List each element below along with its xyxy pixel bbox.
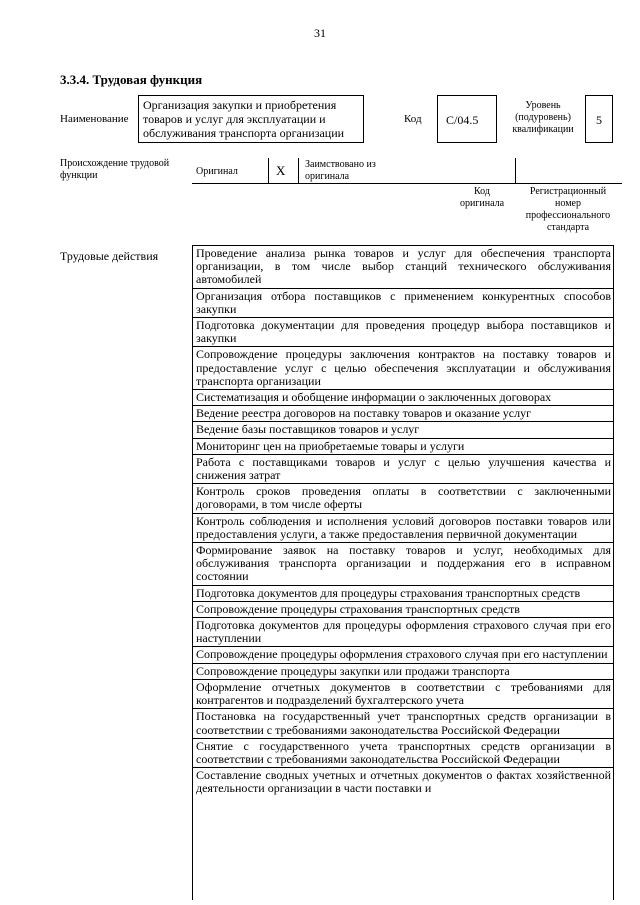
list-item: Подготовка документов для процедуры страхования транспортных средств [192, 586, 613, 602]
list-item: Контроль соблюдения и исполнения условий договоров поставки товаров или предоставления услуги, а также предоставления первичной документации [192, 514, 613, 543]
reg-number-label: Регистрационный номер профессионального стандарта [525, 186, 611, 233]
list-item: Сопровождение процедуры оформления страхового случая при его наступлении [192, 647, 613, 663]
list-item: Организация отбора поставщиков с применением конкурентных способов закупки [192, 289, 613, 318]
list-item: Постановка на государственный учет транспортных средств организации в соответствии с требованиями законодательства Российской Федерации [192, 709, 613, 738]
labor-actions-label: Трудовые действия [60, 249, 159, 263]
origin-divider-3 [515, 158, 516, 184]
code-box [437, 95, 497, 143]
labor-actions-list [192, 245, 613, 797]
list-item: Сопровождение процедуры страхования транспортных средств [192, 602, 613, 618]
list-item: Систематизация и обобщение информации о заключенных договорах [192, 390, 613, 406]
list-item: Сопровождение процедуры закупки или продажи транспорта [192, 664, 613, 680]
list-item: Мониторинг цен на приобретаемые товары и услуги [192, 439, 613, 455]
list-item: Ведение реестра договоров на поставку товаров и оказание услуг [192, 406, 613, 422]
list-item: Составление сводных учетных и отчетных документов о фактах хозяйственной деятельности организации в части поставки и [196, 768, 611, 796]
level-value: 5 [596, 113, 602, 127]
origin-divider-1 [268, 158, 269, 184]
list-item: Проведение анализа рынка товаров и услуг для обеспечения транспорта организации, в том числе выбор станций технического обслуживания автомобилей [192, 245, 613, 289]
function-name: Организация закупки и приобретения товаров и услуг для эксплуатации и обслуживания транспорта организации [143, 98, 345, 140]
borrowed-label: Заимствовано из оригинала [305, 159, 376, 182]
origin-underline [192, 183, 622, 184]
section-title: 3.3.4. Трудовая функция [60, 72, 203, 87]
list-item: Ведение базы поставщиков товаров и услуг [192, 422, 613, 438]
page-number: 31 [314, 26, 326, 40]
code-value: C/04.5 [446, 113, 479, 127]
list-item: Работа с поставщиками товаров и услуг с целью улучшения качества и снижения затрат [192, 455, 613, 484]
code-original-label: Код оригинала [459, 186, 505, 209]
level-label: Уровень (подуровень) квалификации [512, 100, 574, 135]
original-mark: X [276, 163, 286, 178]
list-item: Подготовка документов для процедуры оформления страхового случая при его наступлении [192, 618, 613, 647]
list-item: Сопровождение процедуры заключения контрактов на поставку товаров и предоставление услуг с целью обеспечения эксплуатации и обслуживания транспорта организации [192, 347, 613, 390]
function-name-box [138, 95, 364, 143]
list-item: Подготовка документации для проведения процедур выбора поставщиков и закупки [192, 318, 613, 347]
level-box [585, 95, 613, 143]
origin-divider-2 [298, 158, 299, 184]
list-item: Снятие с государственного учета транспортных средств организации в соответствии с требованиями законодательства Российской Федерации [192, 739, 613, 768]
origin-label: Происхождение трудовой функции [60, 158, 170, 181]
code-label: Код [404, 113, 422, 125]
list-item: Контроль сроков проведения оплаты в соответствии с заключенными договорами, в том числе оферты [192, 484, 613, 513]
list-item: Оформление отчетных документов в соответствии с требованиями для контрагентов и подразделений бухгалтерского учета [192, 680, 613, 709]
list-item: Формирование заявок на поставку товаров и услуг, необходимых для обслуживания транспорта организации и поддержания его в исправном состоянии [192, 543, 613, 586]
name-label: Наименование [60, 113, 129, 125]
actions-right-border [613, 245, 614, 900]
original-label: Оригинал [196, 166, 238, 177]
